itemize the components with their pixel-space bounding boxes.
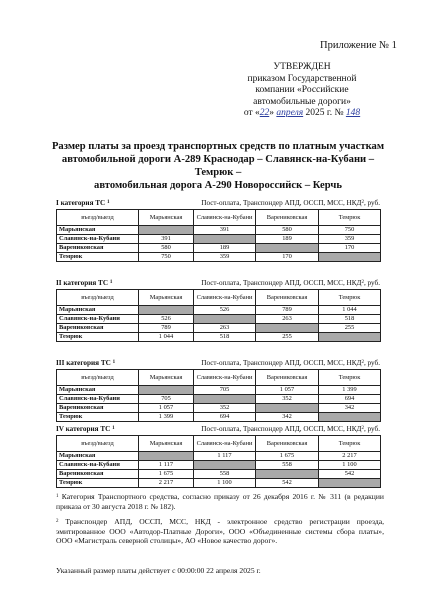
row-header: Славянск-на-Кубани [57,461,139,470]
fee-cell: 263 [194,324,256,333]
payment-type: Пост-оплата, Транспондер АПД, ОССП, МСС, НКД$^2$, руб. [201,279,380,287]
column-header: Темрюк [319,290,381,306]
fee-cell: 526 [194,306,256,315]
diagonal-cell [319,479,381,488]
table-row [57,253,381,262]
fee-cell: 1 100 [194,479,256,488]
footnote-2: $^2$ Транспондер АПД, ОССП, МСС, НКД - электронное средство регистрации проезда, эмитированное ООО «Автодор-Платные Дороги», ООО «Объединенные системы сбора платы», ООО «Магистраль северной столицы», АО «Новое качество дорог». [56,517,384,545]
fee-cell: 352 [256,395,319,404]
fee-cell: 255 [319,324,381,333]
fee-cell: 694 [319,395,381,404]
fee-cell: 789 [256,306,319,315]
footnote-1-text: Категория Транспортного средства, согласно приказу от 26 декабря 2016 г. № 311 (в редакции приказа от 30 августа 2018 г. № 182). [56,492,384,511]
row-header: Темрюк [57,253,139,262]
category-section-2 [56,278,380,342]
fee-cell: 542 [319,470,381,479]
approval-line-1: приказом Государственной [247,73,357,84]
approval-heading: УТВЕРЖДЕН [273,62,331,72]
table-row [57,244,381,253]
column-header: Марьянская [139,370,194,386]
fee-cell: 750 [319,226,381,235]
table-row [57,315,381,324]
table-row [57,479,381,488]
row-header: Марьянская [57,306,139,315]
column-header: Варениковская [256,436,319,452]
row-header: Варениковская [57,404,139,413]
column-header: Славянск-на-Кубани [194,370,256,386]
column-header: Темрюк [319,210,381,226]
fee-cell: 1 399 [139,413,194,422]
corner-header: въезд/выезд [57,436,139,452]
column-header: Темрюк [319,436,381,452]
column-header: Славянск-на-Кубани [194,290,256,306]
column-header: Марьянская [139,210,194,226]
fee-cell: 580 [139,244,194,253]
table-row [57,306,381,315]
date-mid: » [269,108,277,118]
row-header: Славянск-на-Кубани [57,235,139,244]
table-header-row [57,436,381,452]
fee-cell: 1 044 [139,333,194,342]
fee-cell: 255 [256,333,319,342]
fee-cell: 1 675 [139,470,194,479]
fee-cell: 542 [256,479,319,488]
fee-cell: 189 [256,235,319,244]
payment-type: Пост-оплата, Транспондер АПД, ОССП, МСС, НКД$^2$, руб. [201,199,380,207]
date-year: 2025 г. № [303,108,346,118]
fee-cell: 705 [194,386,256,395]
diagonal-cell [256,470,319,479]
footnote-2-text: Транспондер АПД, ОССП, МСС, НКД - электронное средство регистрации проезда, эмитированное ООО «Автодор-Платные Дороги», ООО «Объединенные системы сбора платы», ООО «Магистраль северной столицы», АО «Новое качество дорог». [56,517,384,545]
document-heading [46,140,390,192]
diagonal-cell [256,244,319,253]
fee-table [56,369,381,422]
fee-cell: 2 217 [319,452,381,461]
row-header: Марьянская [57,386,139,395]
fee-cell: 558 [194,470,256,479]
diagonal-cell [194,395,256,404]
category-label: I категория ТС $^1$ [56,199,110,207]
fee-cell: 1 117 [194,452,256,461]
date-day: 22 [259,108,270,118]
fee-cell: 1 057 [139,404,194,413]
table-row [57,413,381,422]
footnote-1: $^1$ Категория Транспортного средства, согласно приказу от 26 декабря 2016 г. № 311 (в редакции приказа от 30 августа 2018 г. № 182). [56,492,384,511]
corner-header: въезд/выезд [57,210,139,226]
date-prefix: от « [243,108,260,118]
fee-cell: 342 [319,404,381,413]
column-header: Варениковская [256,210,319,226]
fee-cell: 263 [256,315,319,324]
diagonal-cell [194,461,256,470]
table-header-row [57,370,381,386]
column-header: Варениковская [256,370,319,386]
fee-cell: 789 [139,324,194,333]
row-header: Славянск-на-Кубани [57,395,139,404]
row-header: Варениковская [57,324,139,333]
column-header: Варениковская [256,290,319,306]
fee-cell: 526 [139,315,194,324]
column-header: Марьянская [139,290,194,306]
row-header: Славянск-на-Кубани [57,315,139,324]
category-section-3 [56,358,380,422]
diagonal-cell [139,452,194,461]
category-label: II категория ТС $^1$ [56,279,113,287]
heading-line-1: Размер платы за проезд транспортных средств по платным участкам [51,141,385,152]
fee-cell: 518 [194,333,256,342]
category-line [56,358,380,368]
diagonal-cell [139,226,194,235]
table-header-row [57,290,381,306]
row-header: Темрюк [57,413,139,422]
table-row [57,226,381,235]
fee-cell: 518 [319,315,381,324]
approval-line-3: автомобильные дороги» [253,96,351,107]
heading-line-3: автомобильная дорога А-290 Новороссийск – Керчь [94,180,342,191]
row-header: Марьянская [57,452,139,461]
table-header-row [57,210,381,226]
corner-header: въезд/выезд [57,290,139,306]
fee-cell: 352 [194,404,256,413]
column-header: Темрюк [319,370,381,386]
category-line [56,278,380,288]
row-header: Темрюк [57,333,139,342]
approval-line-2: компании «Российские [255,85,349,95]
fee-table [56,289,381,342]
table-row [57,395,381,404]
diagonal-cell [256,324,319,333]
fee-cell: 1 399 [319,386,381,395]
fee-cell: 1 117 [139,461,194,470]
fee-cell: 391 [194,226,256,235]
fee-cell: 1 057 [256,386,319,395]
row-header: Марьянская [57,226,139,235]
fee-cell: 750 [139,253,194,262]
fee-table [56,435,381,488]
diagonal-cell [256,404,319,413]
diagonal-cell [194,235,256,244]
table-row [57,461,381,470]
fee-cell: 1 100 [319,461,381,470]
fee-cell: 359 [319,235,381,244]
fee-table [56,209,381,262]
effective-date: Указанный размер платы действует с 00:00:00 22 апреля 2025 г. [56,566,261,575]
payment-type: Пост-оплата, Транспондер АПД, ОССП, МСС, НКД$^2$, руб. [201,359,380,367]
fee-cell: 1 044 [319,306,381,315]
fee-cell: 342 [256,413,319,422]
category-section-4 [56,424,380,488]
table-row [57,386,381,395]
diagonal-cell [139,306,194,315]
category-section-1 [56,198,380,262]
approval-block [217,62,387,120]
heading-line-2: автомобильной дороги А-289 Краснодар – Славянск-на-Кубани – Темрюк – [61,154,375,178]
table-row [57,470,381,479]
category-line [56,424,380,434]
fee-cell: 694 [194,413,256,422]
order-number: 148 [345,108,361,118]
table-row [57,404,381,413]
fee-cell: 189 [194,244,256,253]
fee-cell: 2 217 [139,479,194,488]
date-month: апреля [276,108,304,118]
fee-cell: 580 [256,226,319,235]
table-row [57,235,381,244]
column-header: Славянск-на-Кубани [194,210,256,226]
column-header: Славянск-на-Кубани [194,436,256,452]
fee-cell: 359 [194,253,256,262]
row-header: Темрюк [57,479,139,488]
diagonal-cell [319,413,381,422]
row-header: Варениковская [57,470,139,479]
row-header: Варениковская [57,244,139,253]
diagonal-cell [319,253,381,262]
table-row [57,324,381,333]
fee-cell: 1 675 [256,452,319,461]
diagonal-cell [139,386,194,395]
payment-type: Пост-оплата, Транспондер АПД, ОССП, МСС, НКД$^2$, руб. [201,425,380,433]
category-label: III категория ТС $^1$ [56,359,116,367]
fee-cell: 705 [139,395,194,404]
corner-header: въезд/выезд [57,370,139,386]
diagonal-cell [194,315,256,324]
appendix-title: Приложение № 1 [320,40,397,51]
category-label: IV категория ТС $^1$ [56,425,115,433]
fee-cell: 391 [139,235,194,244]
column-header: Марьянская [139,436,194,452]
table-row [57,452,381,461]
table-row [57,333,381,342]
diagonal-cell [319,333,381,342]
category-line [56,198,380,208]
fee-cell: 170 [256,253,319,262]
approval-date-line [217,108,387,120]
fee-cell: 558 [256,461,319,470]
fee-cell: 170 [319,244,381,253]
